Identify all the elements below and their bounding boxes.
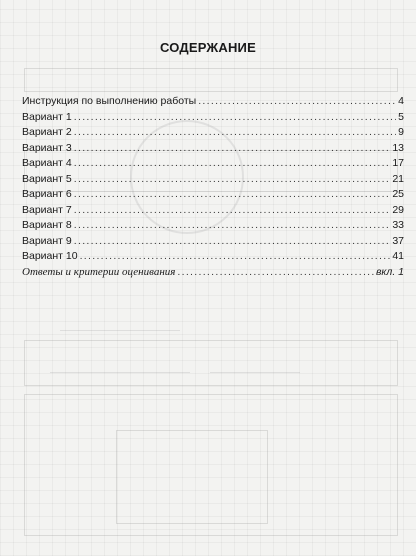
toc-page-number: 41 <box>392 250 404 262</box>
toc-row-variant-8 <box>22 218 404 234</box>
toc-row-variant-6 <box>22 187 404 203</box>
toc-page-number: вкл. 1 <box>375 265 404 278</box>
toc-label: Вариант 9 <box>22 234 72 247</box>
toc-leader-dots <box>74 203 391 219</box>
toc-page-number: 25 <box>392 188 404 200</box>
show-through-box <box>24 68 398 92</box>
toc-page-number: 33 <box>392 219 404 231</box>
toc-page-number: 13 <box>392 141 404 154</box>
toc-page-number: 9 <box>398 126 404 138</box>
show-through-line <box>60 330 180 331</box>
toc-label: Вариант 1 <box>22 110 72 123</box>
toc-row-variant-2 <box>22 125 404 141</box>
page-title: СОДЕРЖАНИЕ <box>160 40 256 55</box>
toc-row-variant-3 <box>22 141 404 157</box>
toc-row-variant-7 <box>22 203 404 219</box>
toc-label: Ответы и критерии оценивания <box>22 265 176 278</box>
show-through-graph <box>116 430 268 524</box>
toc-page-number: 17 <box>392 157 404 169</box>
toc-page-number: 37 <box>392 234 404 247</box>
toc-label: Вариант 10 <box>22 250 78 262</box>
show-through-box <box>24 340 398 386</box>
toc-leader-dots <box>198 94 396 110</box>
toc-label: Вариант 6 <box>22 188 72 200</box>
toc-leader-dots <box>80 249 391 265</box>
toc-row-variant-5 <box>22 172 404 188</box>
toc-leader-dots <box>74 125 396 141</box>
toc-row-variant-1 <box>22 110 404 126</box>
toc-leader-dots <box>74 187 391 203</box>
toc-leader-dots <box>74 156 391 172</box>
show-through-line <box>210 372 300 373</box>
toc-leader-dots <box>74 141 391 157</box>
toc-page-number: 21 <box>392 172 404 185</box>
toc-label: Инструкция по выполнению работы <box>22 95 197 107</box>
toc-page-number: 5 <box>398 110 404 123</box>
toc-row-variant-10 <box>22 249 404 265</box>
toc-label: Вариант 5 <box>22 172 72 185</box>
toc-leader-dots <box>74 218 391 234</box>
toc-label: Вариант 7 <box>22 203 72 216</box>
toc-leader-dots <box>177 265 374 281</box>
toc-label: Вариант 8 <box>22 219 72 231</box>
toc-label: Вариант 2 <box>22 126 72 138</box>
toc-label: Вариант 4 <box>22 157 72 169</box>
toc-row-variant-9 <box>22 234 404 250</box>
show-through-line <box>50 372 190 373</box>
toc-leader-dots <box>74 172 391 188</box>
toc-leader-dots <box>74 234 391 250</box>
toc-leader-dots <box>74 110 396 126</box>
toc-row-answers <box>22 265 404 281</box>
toc-row-variant-4 <box>22 156 404 172</box>
toc-page-number: 4 <box>398 95 404 107</box>
toc-page-number: 29 <box>392 203 404 216</box>
toc-label: Вариант 3 <box>22 141 72 154</box>
toc-row-instruction <box>22 94 404 110</box>
table-of-contents <box>22 94 404 280</box>
